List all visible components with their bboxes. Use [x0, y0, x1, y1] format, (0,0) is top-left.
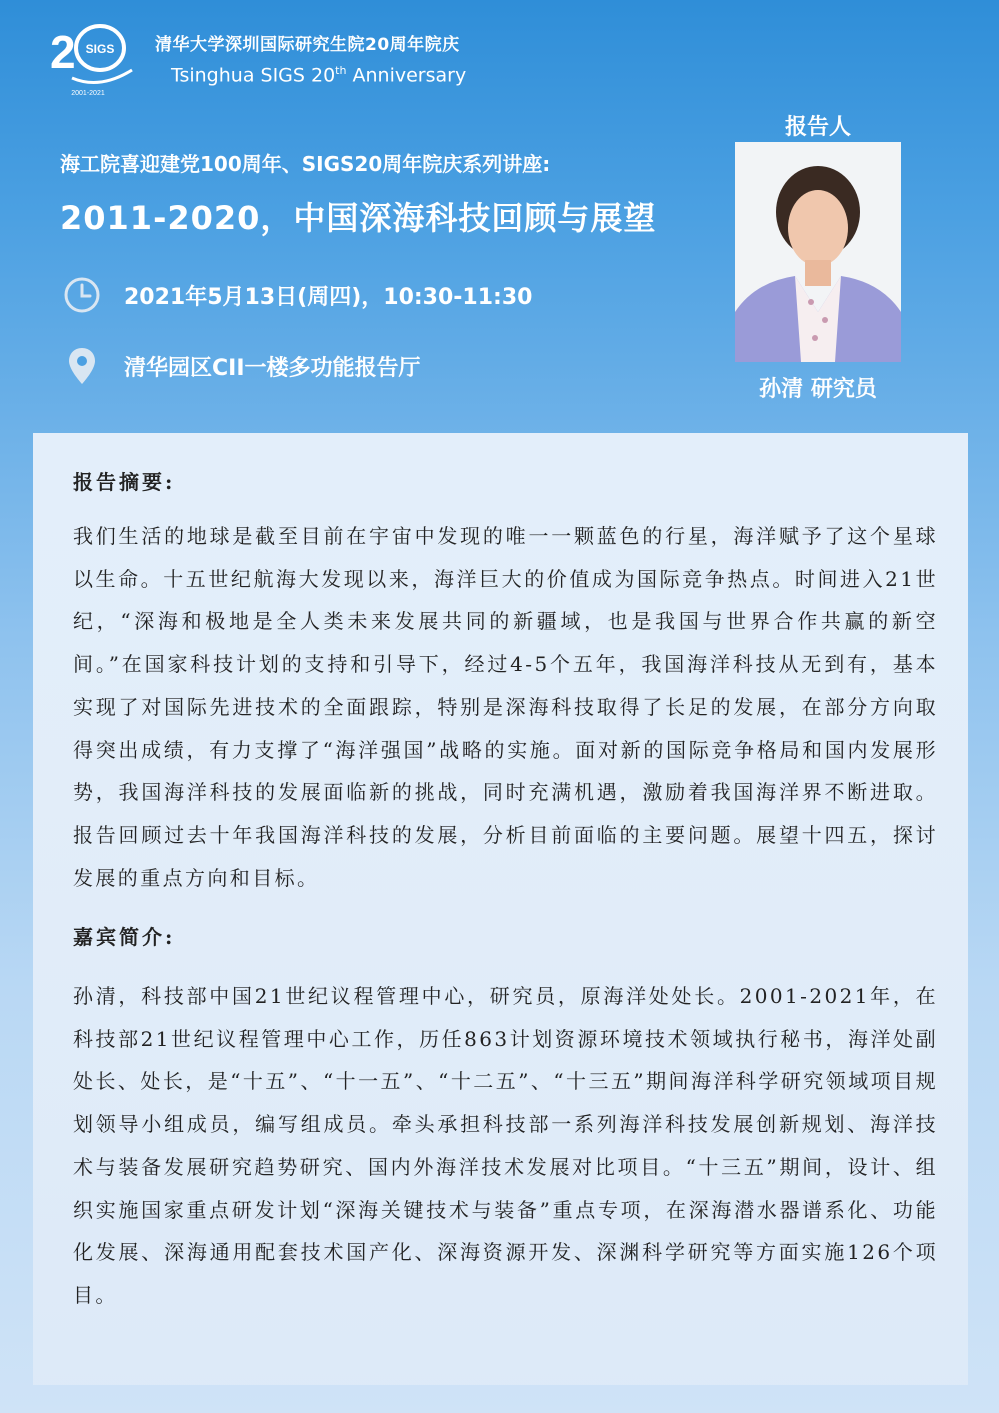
svg-text:2: 2	[50, 26, 76, 78]
content-panel	[33, 433, 968, 1385]
anniversary-en-suffix: Anniversary	[352, 64, 467, 87]
sigs-20th-anniversary-logo	[50, 18, 136, 96]
event-location: 清华园区CII一楼多功能报告厅	[124, 355, 421, 381]
anniversary-title-en	[155, 58, 466, 88]
logo-years-text: 2001-2021	[71, 90, 105, 96]
anniversary-en-prefix: Tsinghua SIGS 20	[171, 64, 336, 87]
anniversary-header	[155, 34, 466, 88]
anniversary-title-cn: 清华大学深圳国际研究生院20周年院庆	[155, 35, 460, 55]
abstract-text: 我们生活的地球是截至目前在宇宙中发现的唯一一颗蓝色的行星，海洋赋予了这个星球以生命。十五世纪航海大发现以来，海洋巨大的价值成为国际竞争热点。时间进入21世纪，“深海和极地是全人类未来发展共同的新疆域，也是我国与世界合作共赢的新空间。”在国家科技计划的支持和引导下，经过4-5个五年，我国海洋科技从无到有，基本实现了对国际先进技术的全面跟踪，特别是深海科技取得了长足的发展，在部分方向取得突出成绩，有力支撑了“海洋强国”战略的实施。面对新的国际竞争格局和国内发展形势，我国海洋科技的发展面临新的挑战，同时充满机遇，激励着我国海洋界不断进取。报告回顾过去十年我国海洋科技的发展，分析目前面临的主要问题。展望十四五，探讨发展的重点方向和目标。	[73, 524, 938, 890]
abstract-heading: 报告摘要:	[73, 470, 176, 494]
location-pin-icon	[62, 346, 102, 386]
speaker-photo	[735, 142, 901, 362]
event-time: 2021年5月13日(周四)，10:30-11:30	[124, 284, 533, 310]
speaker-name: 孙清 研究员	[759, 377, 877, 402]
lecture-title: 2011-2020，中国深海科技回顾与展望	[60, 199, 657, 237]
bio-text: 孙清，科技部中国21世纪议程管理中心，研究员，原海洋处处长。2001-2021年，在科技部21世纪议程管理中心工作，历任863计划资源环境技术领域执行秘书，海洋处副处长、处长，是“十五”、“十一五”、“十二五”、“十三五”期间海洋科学研究领域项目规划领导小组成员，编写组成员。牵头承担科技部一系列海洋科技发展创新规划、海洋技术与装备发展研究趋势研究、国内外海洋技术发展对比项目。“十三五”期间，设计、组织实施国家重点研发计划“深海关键技术与装备”重点专项，在深海潜水器谱系化、功能化发展、深海通用配套技术国产化、深海资源开发、深渊科学研究等方面实施126个项目。	[73, 984, 938, 1307]
event-location-row	[62, 346, 421, 386]
clock-icon	[62, 275, 102, 315]
logo-sigs-text: SIGS	[85, 42, 115, 56]
lecture-series-title: 海工院喜迎建党100周年、SIGS20周年院庆系列讲座:	[60, 152, 551, 176]
speaker-label: 报告人	[784, 115, 851, 140]
anniversary-en-sup: th	[335, 64, 347, 77]
event-time-row	[62, 275, 532, 315]
bio-heading: 嘉宾简介:	[73, 925, 176, 949]
